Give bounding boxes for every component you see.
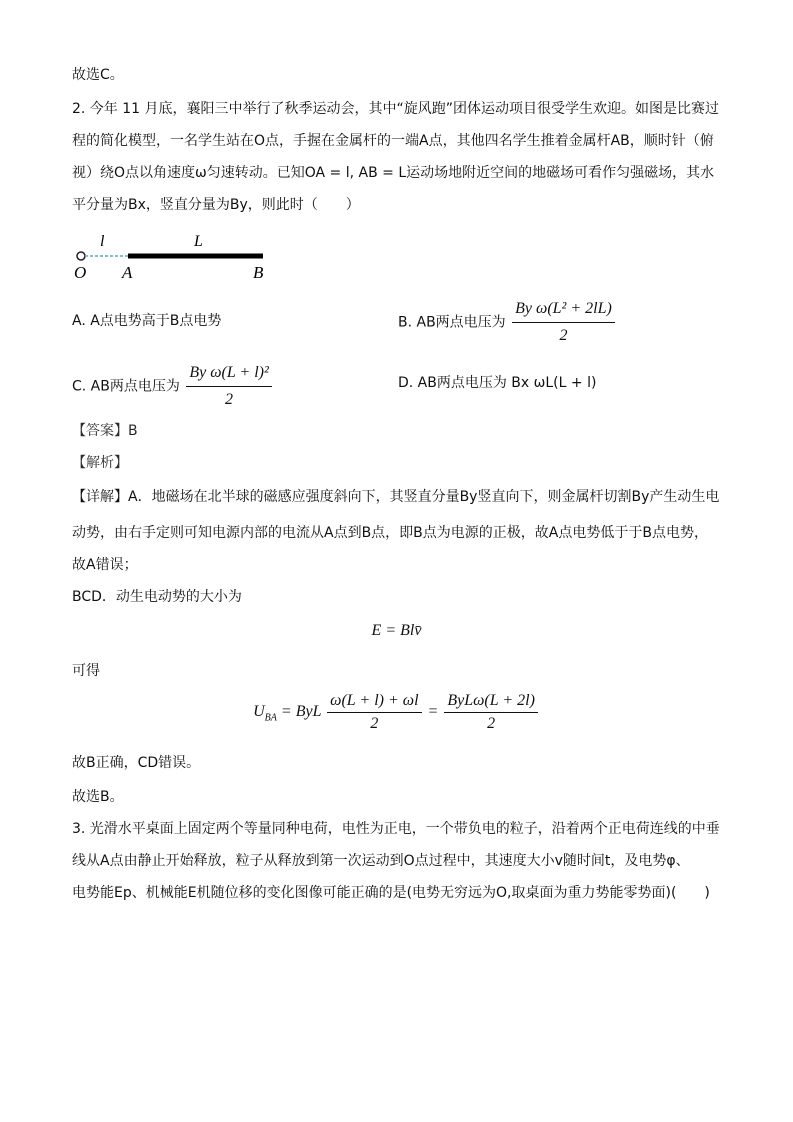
q3-line-2: 线从A点由静止开始释放，粒子从释放到第一次运动到O点过程中，其速度大小v随时间t，及电势φ、	[72, 853, 690, 869]
eq-mid: = ByL	[276, 703, 322, 721]
label-A: A	[122, 263, 133, 282]
detail-line-2: 动势，由右手定则可知电源内部的电流从A点到B点，即B点为电源的正极，故A点电势低于于B点电势，	[72, 525, 708, 541]
option-c-denominator: 2	[225, 391, 234, 408]
q2-line-1: 2. 今年 11 月底，襄阳三中举行了秋季运动会，其中“旋风跑”团体运动项目很受学生欢迎。如图是比赛过	[72, 101, 720, 117]
q3-line-3: 电势能Ep、机械能E机随位移的变化图像可能正确的是(电势无穷远为O,取桌面为重力势能零势面)( )	[72, 885, 710, 901]
pivot-point-O	[77, 252, 85, 260]
eq-fraction-2	[444, 692, 538, 733]
detail-line-1: 【详解】A．地磁场在北半球的磁感应强度斜向下，其竖直分量By竖直向下，则金属杆切割By产生动生电	[72, 489, 720, 505]
option-d: D. AB两点电压为 Bx ωL(L + l)	[398, 375, 597, 391]
option-b-numerator: By ω(L² + 2lL)	[512, 298, 615, 323]
option-a: A. A点电势高于B点电势	[72, 313, 222, 329]
conclusion-line: 故B正确，CD错误。	[72, 755, 201, 771]
option-c	[72, 362, 274, 411]
answer-label: 【答案】B	[72, 423, 138, 439]
q3-line-1: 3. 光滑水平桌面上固定两个等量同种电荷，电性为正电，一个带负电的粒子，沿着两个正电荷连线的中垂	[72, 821, 720, 837]
option-c-numerator: By ω(L + l)²	[186, 362, 271, 387]
eq-fraction-2-num: ByLω(L + 2l)	[444, 692, 538, 713]
analysis-label: 【解析】	[72, 455, 128, 471]
option-c-text: C. AB两点电压为	[72, 378, 180, 395]
eq-fraction-1-den: 2	[370, 715, 379, 732]
previous-answer: 故选C。	[72, 67, 124, 83]
option-b-fraction	[512, 298, 615, 347]
detail-line-4: BCD．动生电动势的大小为	[72, 589, 242, 605]
detail-line-3: 故A错误；	[72, 557, 138, 573]
rod-diagram	[72, 228, 272, 284]
option-b	[398, 298, 617, 347]
label-l: l	[100, 233, 105, 250]
eq-fraction-2-den: 2	[487, 715, 496, 732]
eq-u-subscript: BA	[264, 712, 277, 724]
q2-line-4: 平分量为Bx，竖直分量为By，则此时（ ）	[72, 197, 360, 213]
eq-fraction-1	[327, 692, 421, 733]
option-c-fraction	[186, 362, 271, 411]
q2-line-2: 程的简化模型，一名学生站在O点，手握在金属杆的一端A点，其他四名学生推着金属杆AB，顺时针（俯	[72, 133, 714, 149]
eq-equals: =	[427, 703, 439, 721]
label-O: O	[74, 263, 87, 282]
equation-emf: E = Blv̄	[371, 622, 422, 639]
option-b-text: B. AB两点电压为	[398, 314, 506, 331]
label-B: B	[253, 263, 264, 282]
q2-line-3: 视）绕O点以角速度ω匀速转动。已知OA = l, AB = L运动场地附近空间的地磁场可看作匀强磁场，其水	[72, 165, 715, 181]
choose-line: 故选B。	[72, 789, 124, 805]
option-b-denominator: 2	[559, 327, 568, 344]
label-L: L	[194, 233, 203, 250]
can-get-text: 可得	[72, 663, 100, 679]
eq-fraction-1-num: ω(L + l) + ωl	[327, 692, 421, 713]
eq-u: U	[253, 703, 265, 721]
equation-voltage	[0, 692, 793, 733]
